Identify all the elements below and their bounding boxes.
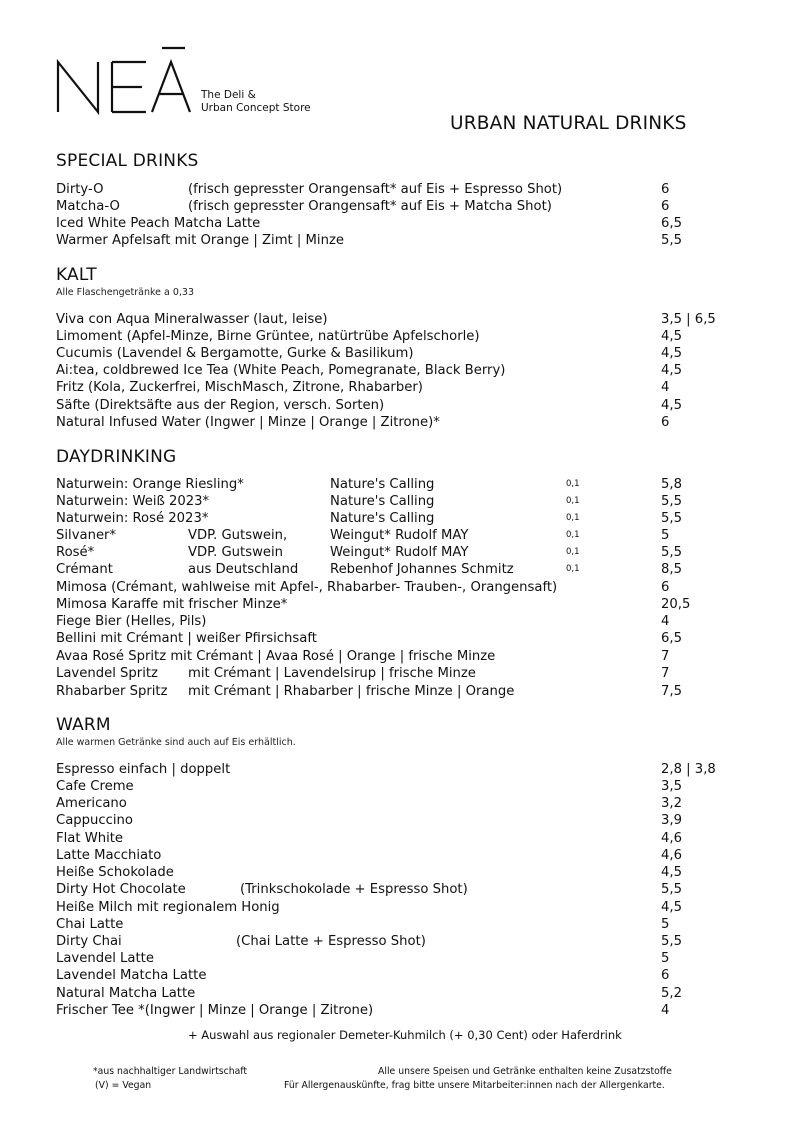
menu-item (56, 812, 746, 829)
item-name: Americano (56, 796, 127, 811)
item-price: 6,5 (661, 216, 682, 231)
item-producer: Rebenhof Johannes Schmitz (330, 562, 514, 577)
item-name: Cucumis (Lavendel & Bergamotte, Gurke & Basilikum) (56, 346, 414, 361)
item-price: 6 (661, 182, 670, 197)
item-name: Matcha-O (56, 199, 120, 214)
item-producer: Weingut* Rudolf MAY (330, 545, 469, 560)
item-price: 5,5 (661, 882, 682, 897)
item-price: 4 (661, 614, 670, 629)
menu-item (56, 544, 746, 561)
menu-item (56, 864, 746, 881)
item-name: Lavendel Matcha Latte (56, 968, 207, 983)
item-name: Latte Macchiato (56, 848, 162, 863)
item-name: Flat White (56, 831, 124, 846)
section-title-special-drinks: SPECIAL DRINKS (56, 151, 199, 171)
menu-item (56, 881, 746, 898)
section-note-kalt: Alle Flaschengetränke a 0,33 (56, 287, 194, 298)
menu-item (56, 527, 746, 544)
item-price: 6,5 (661, 631, 682, 646)
menu-item (56, 1002, 746, 1019)
item-name: Säfte (Direktsäfte aus der Region, versch. Sorten) (56, 398, 385, 413)
item-price: 6 (661, 968, 670, 983)
item-price: 7 (661, 666, 670, 681)
menu-item (56, 985, 746, 1002)
item-price: 6 (661, 199, 670, 214)
section-title-kalt: KALT (56, 265, 97, 285)
page-title: URBAN NATURAL DRINKS (450, 113, 687, 134)
tagline-line-1: The Deli & (201, 89, 256, 101)
item-detail: (Chai Latte + Espresso Shot) (236, 934, 426, 949)
item-detail: mit Crémant | Rhabarber | frische Minze | Orange (188, 684, 515, 699)
item-detail: (frisch gepresster Orangensaft* auf Eis + Espresso Shot) (188, 182, 563, 197)
menu-item (56, 830, 746, 847)
item-name: Frischer Tee *(Ingwer | Minze | Orange | Zitrone) (56, 1003, 374, 1018)
item-price: 3,2 (661, 796, 682, 811)
item-name: Limoment (Apfel-Minze, Birne Grüntee, natürtrübe Apfelschorle) (56, 329, 480, 344)
item-size: 0,1 (566, 564, 580, 574)
item-name: Naturwein: Orange Riesling* (56, 477, 244, 492)
item-name: Warmer Apfelsaft mit Orange | Zimt | Minze (56, 233, 344, 248)
item-name: Bellini mit Crémant | weißer Pfirsichsaft (56, 631, 317, 646)
footer-allergen-note: Für Allergenauskünfte, frag bitte unsere Mitarbeiter:innen nach der Allergenkarte. (284, 1080, 665, 1091)
item-name: Lavendel Latte (56, 951, 154, 966)
section-title-daydrinking: DAYDRINKING (56, 447, 177, 467)
menu-item (56, 232, 746, 249)
item-name: Heiße Milch mit regionalem Honig (56, 900, 280, 915)
item-name: Chai Latte (56, 917, 124, 932)
item-size: 0,1 (566, 496, 580, 506)
menu-item (56, 916, 746, 933)
item-size: 0,1 (566, 530, 580, 540)
item-name: Rhabarber Spritz (56, 684, 168, 699)
item-price: 5,8 (661, 477, 682, 492)
menu-item (56, 215, 746, 232)
menu-item (56, 596, 746, 613)
item-price: 5 (661, 951, 670, 966)
menu-item (56, 345, 746, 362)
menu-item (56, 648, 746, 665)
item-price: 4,6 (661, 831, 682, 846)
item-detail: (Trinkschokolade + Espresso Shot) (240, 882, 468, 897)
footer-vegan-note: (V) = Vegan (95, 1080, 152, 1091)
menu-item (56, 311, 746, 328)
item-price: 5 (661, 917, 670, 932)
item-price: 4,5 (661, 329, 682, 344)
item-price: 4,5 (661, 363, 682, 378)
menu-item (56, 476, 746, 493)
item-name: Cafe Creme (56, 779, 134, 794)
menu-item (56, 362, 746, 379)
item-name: Naturwein: Weiß 2023* (56, 494, 210, 509)
section-note-warm: Alle warmen Getränke sind auch auf Eis erhältlich. (56, 737, 296, 748)
item-price: 4,5 (661, 900, 682, 915)
item-name: Viva con Aqua Mineralwasser (laut, leise) (56, 312, 328, 327)
item-name: Fritz (Kola, Zuckerfrei, MischMasch, Zitrone, Rhabarber) (56, 380, 423, 395)
brand-logo (56, 46, 196, 116)
menu-item (56, 683, 746, 700)
menu-item (56, 328, 746, 345)
menu-item (56, 397, 746, 414)
item-name: Crémant (56, 562, 113, 577)
item-price: 5,5 (661, 511, 682, 526)
item-price: 5,5 (661, 233, 682, 248)
brand-tagline (201, 89, 311, 114)
item-name: Heiße Schokolade (56, 865, 174, 880)
menu-item (56, 379, 746, 396)
item-price: 5 (661, 528, 670, 543)
item-name: Silvaner* (56, 528, 117, 543)
item-price: 4 (661, 1003, 670, 1018)
item-price: 6 (661, 580, 670, 595)
item-origin: VDP. Gutswein (188, 545, 283, 560)
item-price: 4 (661, 380, 670, 395)
item-size: 0,1 (566, 513, 580, 523)
item-origin: aus Deutschland (188, 562, 299, 577)
menu-item (56, 847, 746, 864)
item-name: Dirty Hot Chocolate (56, 882, 186, 897)
item-price: 5,5 (661, 494, 682, 509)
item-name: Rosé* (56, 545, 95, 560)
item-detail: mit Crémant | Lavendelsirup | frische Minze (188, 666, 476, 681)
menu-item (56, 181, 746, 198)
item-price: 5,5 (661, 934, 682, 949)
item-price: 8,5 (661, 562, 682, 577)
tagline-line-2: Urban Concept Store (201, 101, 311, 114)
item-producer: Weingut* Rudolf MAY (330, 528, 469, 543)
item-price: 7,5 (661, 684, 682, 699)
item-name: Dirty Chai (56, 934, 122, 949)
menu-item (56, 414, 746, 431)
menu-item (56, 967, 746, 984)
menu-item (56, 561, 746, 578)
item-size: 0,1 (566, 479, 580, 489)
menu-item (56, 899, 746, 916)
item-name: Dirty-O (56, 182, 104, 197)
item-price: 3,9 (661, 813, 682, 828)
menu-item (56, 579, 746, 596)
item-origin: VDP. Gutswein, (188, 528, 288, 543)
item-name: Fiege Bier (Helles, Pils) (56, 614, 207, 629)
menu-item (56, 778, 746, 795)
item-name: Natural Infused Water (Ingwer | Minze | Orange | Zitrone)* (56, 415, 440, 430)
item-producer: Nature's Calling (330, 511, 435, 526)
section-title-warm: WARM (56, 715, 111, 735)
item-price: 5,2 (661, 986, 682, 1001)
item-name: Natural Matcha Latte (56, 986, 196, 1001)
footer-additives-note: Alle unsere Speisen und Getränke enthalten keine Zusatzstoffe (378, 1066, 672, 1077)
item-name: Mimosa (Crémant, wahlweise mit Apfel-, Rhabarber- Trauben-, Orangensaft) (56, 580, 558, 595)
item-name: Ai:tea, coldbrewed Ice Tea (White Peach, Pomegranate, Black Berry) (56, 363, 506, 378)
item-price: 20,5 (661, 597, 691, 612)
item-price: 4,5 (661, 346, 682, 361)
item-name: Mimosa Karaffe mit frischer Minze* (56, 597, 288, 612)
item-name: Naturwein: Rosé 2023* (56, 511, 209, 526)
item-name: Cappuccino (56, 813, 133, 828)
item-price: 6 (661, 415, 670, 430)
menu-item (56, 795, 746, 812)
item-name: Espresso einfach | doppelt (56, 762, 231, 777)
item-name: Iced White Peach Matcha Latte (56, 216, 261, 231)
footer-organic-note: *aus nachhaltiger Landwirtschaft (93, 1066, 248, 1077)
item-producer: Nature's Calling (330, 494, 435, 509)
menu-item (56, 198, 746, 215)
item-price: 4,6 (661, 848, 682, 863)
milk-note: + Auswahl aus regionaler Demeter-Kuhmilch (+ 0,30 Cent) oder Haferdrink (188, 1028, 622, 1042)
item-name: Avaa Rosé Spritz mit Crémant | Avaa Rosé | Orange | frische Minze (56, 649, 496, 664)
item-size: 0,1 (566, 547, 580, 557)
item-price: 4,5 (661, 398, 682, 413)
menu-item (56, 613, 746, 630)
item-price: 5,5 (661, 545, 682, 560)
menu-item (56, 665, 746, 682)
menu-item (56, 933, 746, 950)
item-price: 3,5 (661, 779, 682, 794)
menu-item (56, 950, 746, 967)
menu-item (56, 761, 746, 778)
item-detail: (frisch gepresster Orangensaft* auf Eis + Matcha Shot) (188, 199, 552, 214)
item-name: Lavendel Spritz (56, 666, 158, 681)
menu-item (56, 630, 746, 647)
item-price: 3,5 | 6,5 (661, 312, 716, 327)
item-price: 7 (661, 649, 670, 664)
menu-item (56, 510, 746, 527)
item-producer: Nature's Calling (330, 477, 435, 492)
menu-item (56, 493, 746, 510)
item-price: 4,5 (661, 865, 682, 880)
item-price: 2,8 | 3,8 (661, 762, 716, 777)
